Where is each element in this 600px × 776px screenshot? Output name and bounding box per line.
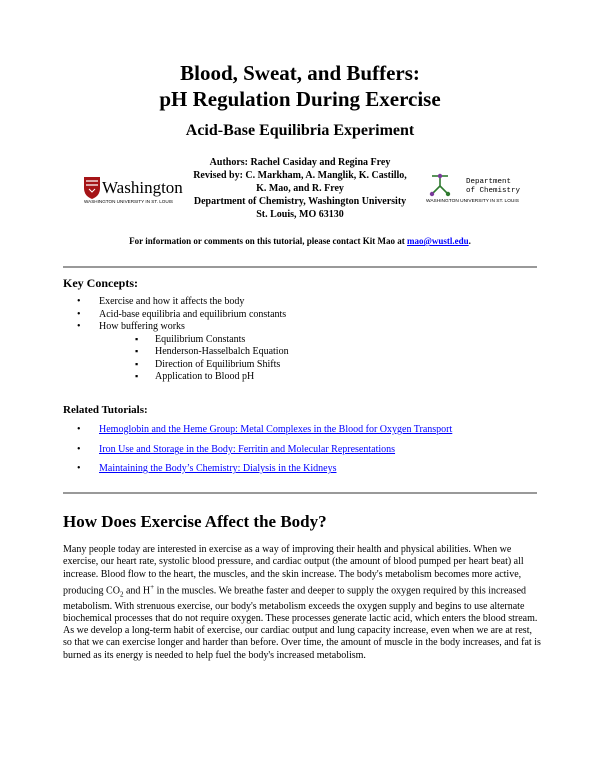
logo-line-1: Department [466, 178, 512, 186]
address-line: St. Louis, MO 63130 [256, 209, 344, 220]
sub-list-item: ▪ Application to Blood pH [135, 371, 255, 382]
contact-text: For information or comments on this tutorial, please contact Kit Mao at [129, 236, 405, 246]
document-page: Blood, Sweat, and Buffers: pH Regulation During Exercise Acid-Base Equilibria Experiment Washington WASHINGTON UNIVERSITY IN ST. LOUIS Authors: Rachel Casiday and Regina Frey Revised by: C. Markham, A. Manglik, K. Castillo, K. Mao, and R. Frey Department of Chemistry, Washington University St. Louis, MO 63130 Department of Chemistry WASHINGTON UNIVERSITY IN ST. LOUIS For information or comments on this tutorial, please contact Kit Mao at mao@wustl.edu. Key Concepts: • Exercise and how it affects the body • Acid-base equilibria and equilibrium constants • How buffering works ▪ Equilibrium Constants ▪ Henderson-Hasselbalch Equation ▪ Direction of Equilibrium Shifts ▪ Application to Blood pH Related Tutorials: • Hemoglobin and the Heme Group: Metal Complexes in the Blood for Oxygen Transport • Iron Use and Storage in the Body: Ferritin and Molecular Representations • Maintaining the Body’s Chemistry: Dialysis in the Kidneys How Does Exercise Affect the Body? Many people today are interested in exercise as a way of improving their health and physical abilities. When we exercise, our heart rate, systolic blood pressure, and cardiac output (the amount of blood pumped per heart beat) all increase. Blood flow to the heart, the muscles, and the skin increase. The body's metabolism becomes more active, producing $CO_2$ and H+ in the muscles. We breathe faster and deeper to supply the oxygen required by this increased metabolism. With strenuous exercise, our body's metabolism exceeds the oxygen supply and begins to use alternate biochemical processes that do not require oxygen. These processes generate lactic acid, which enters the blood stream. As we develop a long-term habit of exercise, our cardiac output and lung capacity increase, even when we are at rest, so that we can exercise longer and harder than before. Over time, the amount of muscle in the body increases, and fat is burned as its energy is needed to help fuel the body's increased metabolism. [0, 0, 600, 776]
tutorial-link-dialysis[interactable]: Maintaining the Body’s Chemistry: Dialysis in the Kidneys [99, 463, 337, 474]
revised-line-2: K. Mao, and R. Frey [256, 183, 344, 194]
logo-subtext: WASHINGTON UNIVERSITY IN ST. LOUIS [426, 199, 519, 204]
key-concepts-list [63, 296, 289, 384]
authors-line: Authors: Rachel Casiday and Regina Frey [209, 157, 391, 168]
subtitle: Acid-Base Equilibria Experiment [185, 122, 415, 139]
contact-line [0, 236, 600, 246]
logo-wordmark: Washington [102, 178, 183, 197]
contact-email-link[interactable]: mao@wustl.edu [407, 236, 469, 246]
authors-block [170, 156, 430, 221]
title-line-2: pH Regulation During Exercise [159, 87, 441, 111]
logo-line-2: of Chemistry [466, 187, 521, 195]
molecule-icon [432, 176, 448, 194]
buffering-sublist [99, 334, 289, 384]
key-concepts-heading: Key Concepts: [63, 276, 138, 290]
sub-list-item: ▪ Direction of Equilibrium Shifts [135, 358, 281, 370]
tutorial-link-hemoglobin[interactable]: Hemoglobin and the Heme Group: Metal Complexes in the Blood for Oxygen Transport [99, 424, 453, 435]
related-tutorials-heading: Related Tutorials: [63, 404, 148, 416]
list-item: • How buffering works ▪ Equilibrium Constants ▪ Henderson-Hasselbalch Equation ▪ Direction of Equilibrium Shifts ▪ Application to Blood pH [77, 321, 289, 382]
department-line: Department of Chemistry, Washington University [193, 196, 407, 207]
list-item: • Exercise and how it affects the body [77, 296, 245, 307]
body-paragraph: Many people today are interested in exercise as a way of improving their health and physical abilities. When we exercise, our heart rate, systolic blood pressure, and cardiac output (the amount of blood pumped per heart beat) all increase. Blood flow to the heart, the muscles, and the skin increase. The body's metabolism becomes more active, producing $CO_2$ and H+ in the muscles. We breathe faster and deeper to supply the oxygen required by this increased metabolism. With strenuous exercise, our body's metabolism exceeds the oxygen supply and begins to use alternate biochemical processes that do not require oxygen. These processes generate lactic acid, which enters the blood stream. As we develop a long-term habit of exercise, our cardiac output and lung capacity increase, even when we are at rest, so that we can exercise longer and harder than before. Over time, the amount of muscle in the body increases, and fat is burned as its energy is needed to help fuel the body's increased metabolism. [63, 544, 541, 661]
title-line-1: Blood, Sweat, and Buffers: [180, 61, 420, 85]
department-of-chemistry-logo [426, 172, 538, 206]
divider [63, 492, 537, 494]
sub-list-item: ▪ Henderson-Hasselbalch Equation [135, 346, 289, 357]
divider [63, 266, 537, 268]
tutorial-link-iron[interactable]: Iron Use and Storage in the Body: Ferritin and Molecular Representations [99, 444, 396, 455]
contact-end: . [468, 236, 471, 246]
revised-line: Revised by: C. Markham, A. Manglik, K. Castillo, [193, 170, 407, 181]
section-heading: How Does Exercise Affect the Body? [63, 512, 327, 531]
sub-list-item: ▪ Equilibrium Constants [135, 333, 246, 345]
list-item: • Acid-base equilibria and equilibrium constants [77, 308, 287, 320]
logo-subtext: WASHINGTON UNIVERSITY IN ST. LOUIS [84, 199, 173, 204]
